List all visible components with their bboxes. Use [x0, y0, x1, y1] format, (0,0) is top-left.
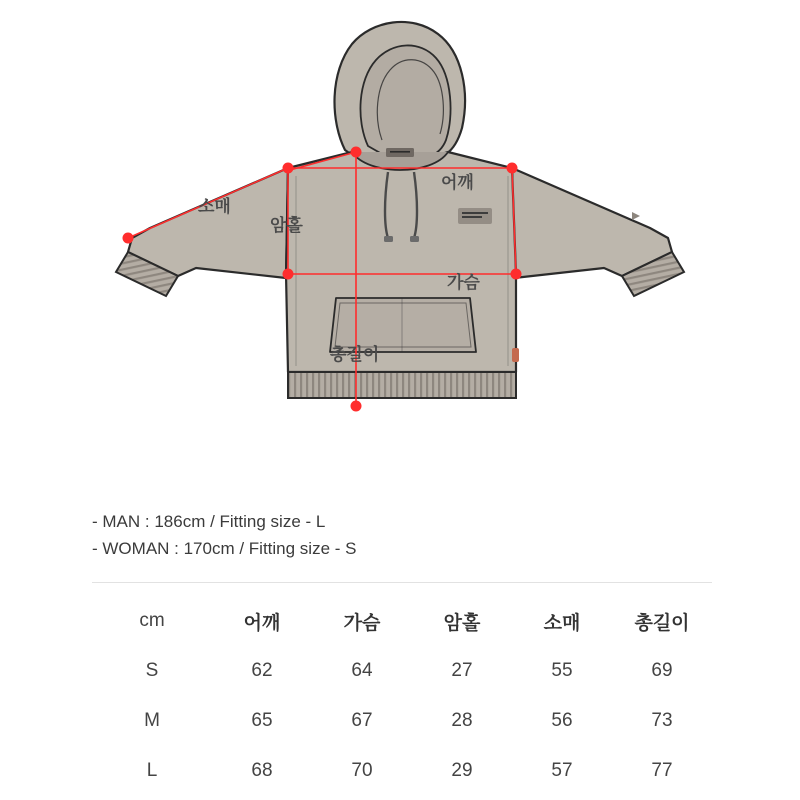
neck-label	[386, 148, 414, 157]
column-header-unit: cm	[139, 610, 165, 631]
cell-m-sleeve: 56	[551, 710, 573, 731]
column-header-sleeve: 소매	[543, 611, 581, 634]
cell-s-shoulder: 62	[251, 660, 273, 681]
cell-l-armhole: 29	[451, 760, 473, 781]
row-label-l: L	[146, 760, 158, 781]
cell-l-sleeve: 57	[551, 760, 573, 781]
row-label-m: M	[144, 710, 160, 731]
cell-l-shoulder: 68	[251, 760, 273, 781]
section-divider	[92, 582, 712, 583]
label-chest: 가슴	[447, 273, 480, 293]
fitting-notes	[92, 508, 712, 562]
fitting-note-woman: - WOMAN : 170cm / Fitting size - S	[92, 539, 357, 558]
row-label-s: S	[145, 660, 159, 681]
cell-s-chest: 64	[351, 660, 373, 681]
label-shoulder: 어깨	[441, 173, 474, 193]
table-header-row	[92, 596, 712, 646]
hem-tag	[512, 348, 519, 362]
label-total-length: 총길이	[330, 345, 380, 365]
table-row	[92, 646, 712, 696]
table-row	[92, 746, 712, 796]
cell-s-total-length: 69	[651, 660, 673, 681]
sleeve-logo	[632, 212, 640, 220]
table-row	[92, 696, 712, 746]
cell-m-shoulder: 65	[251, 710, 273, 731]
cell-m-chest: 67	[351, 710, 373, 731]
brand-chest-logo	[458, 208, 492, 224]
size-chart-table	[92, 596, 712, 796]
cell-m-total-length: 73	[651, 710, 673, 731]
cell-l-total-length: 77	[651, 760, 673, 781]
fitting-note-man: - MAN : 186cm / Fitting size - L	[92, 512, 326, 531]
cell-l-chest: 70	[351, 760, 373, 781]
cell-m-armhole: 28	[451, 710, 473, 731]
cell-s-armhole: 27	[451, 660, 473, 681]
column-header-armhole: 암홀	[443, 611, 481, 634]
column-header-chest: 가슴	[343, 611, 381, 634]
cell-s-sleeve: 55	[551, 660, 573, 681]
label-sleeve: 소매	[198, 197, 231, 217]
label-armhole: 암홀	[270, 216, 303, 236]
column-header-total-length: 총길이	[634, 611, 690, 634]
column-header-shoulder: 어깨	[243, 611, 281, 634]
